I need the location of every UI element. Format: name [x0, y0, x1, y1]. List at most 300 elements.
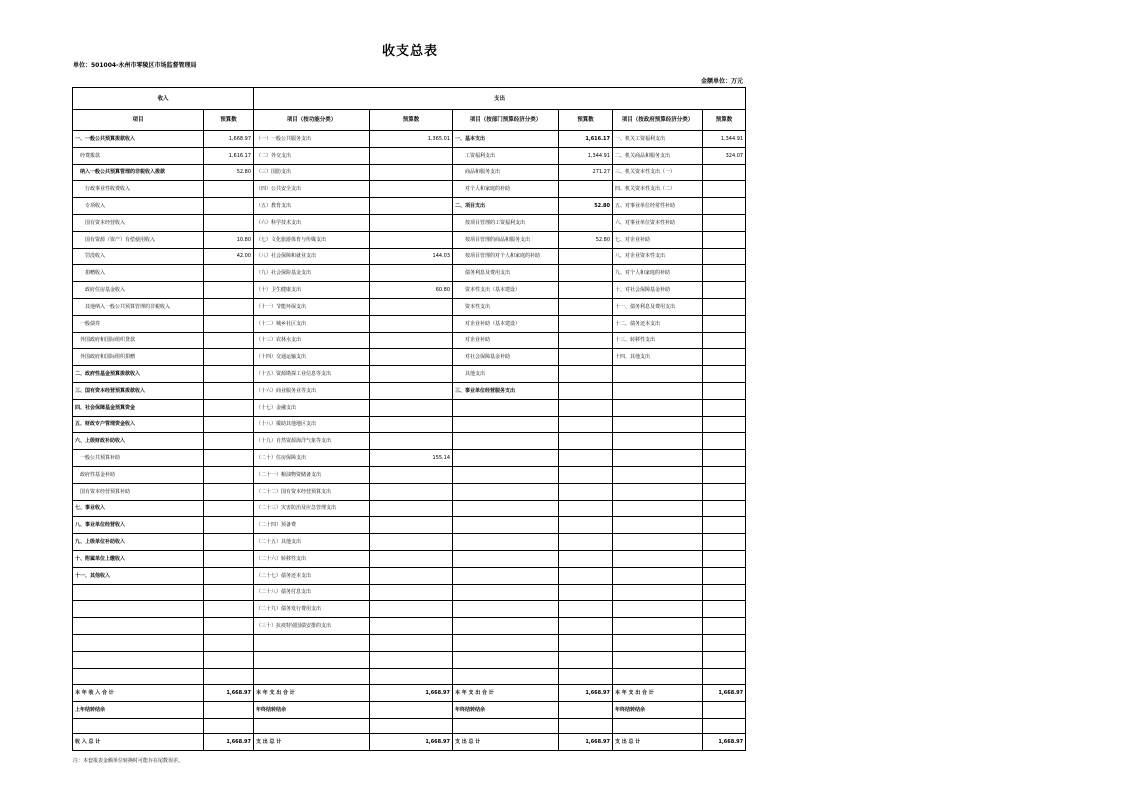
income-budget-cell — [204, 382, 254, 399]
func-item-cell: （二十五）其他支出 — [254, 534, 370, 551]
func-budget-cell — [370, 214, 453, 231]
dept-carryover-value — [559, 702, 613, 719]
gov-item-cell — [613, 399, 703, 416]
summary-table — [72, 87, 746, 751]
table-row — [73, 366, 746, 383]
table-row — [73, 349, 746, 366]
gov-carryover-value — [703, 702, 746, 719]
income-budget-cell — [204, 349, 254, 366]
dept-item-cell: 二、项目支出 — [453, 198, 559, 215]
gov-item-cell: 九、对个人和家庭的补助 — [613, 265, 703, 282]
table-row — [73, 382, 746, 399]
func-item-cell: （三十）抗疫特别国债安排的支出 — [254, 618, 370, 635]
gov-budget-cell — [703, 601, 746, 618]
func-budget-cell — [370, 298, 453, 315]
dept-item-header: 项目（按部门预算经济分类） — [453, 110, 559, 131]
gov-item-cell: 十、对社会保障基金补助 — [613, 282, 703, 299]
dept-item-cell — [453, 651, 559, 668]
income-item-cell: 九、上级单位补助收入 — [73, 534, 204, 551]
dept-item-cell — [453, 466, 559, 483]
gov-item-cell — [613, 534, 703, 551]
income-item-cell: 经费拨款 — [73, 147, 204, 164]
func-item-cell: （十二）城乡社区支出 — [254, 315, 370, 332]
income-item-cell: 六、上级财政补助收入 — [73, 433, 204, 450]
func-item-header: 项目（按功能分类） — [254, 110, 370, 131]
gov-budget-cell — [703, 248, 746, 265]
func-item-cell: （二十二）国有资本经营预算支出 — [254, 483, 370, 500]
dept-item-cell — [453, 500, 559, 517]
income-budget-cell — [204, 500, 254, 517]
table-row — [73, 651, 746, 668]
gov-item-cell — [613, 584, 703, 601]
func-item-cell: （二十六）转移性支出 — [254, 550, 370, 567]
func-budget-cell — [370, 433, 453, 450]
gov-budget-cell: 1,344.91 — [703, 131, 746, 148]
dept-budget-cell — [559, 366, 613, 383]
dept-item-cell — [453, 450, 559, 467]
func-item-cell: （十九）自然资源海洋气象等支出 — [254, 433, 370, 450]
income-budget-cell: 1,616.17 — [204, 147, 254, 164]
income-budget-cell: 42.00 — [204, 248, 254, 265]
gov-budget-cell — [703, 282, 746, 299]
gov-budget-cell — [703, 550, 746, 567]
func-item-cell: （二十）住房保障支出 — [254, 450, 370, 467]
dept-item-cell — [453, 584, 559, 601]
income-item-cell: 捐赠收入 — [73, 265, 204, 282]
func-total-value: 1,668.97 — [370, 685, 453, 702]
income-budget-cell — [204, 298, 254, 315]
income-budget-cell — [204, 315, 254, 332]
gov-item-header: 项目（按政府预算经济分类） — [613, 110, 703, 131]
table-row — [73, 416, 746, 433]
income-budget-cell — [204, 265, 254, 282]
func-item-cell: （十一）节能环保支出 — [254, 298, 370, 315]
income-item-cell: 十、附属单位上缴收入 — [73, 550, 204, 567]
table-row — [73, 265, 746, 282]
dept-budget-cell — [559, 550, 613, 567]
table-row — [73, 450, 746, 467]
func-budget-cell — [370, 483, 453, 500]
dept-item-cell: 按项目管理的工资福利支出 — [453, 214, 559, 231]
dept-grand-label: 支 出 总 计 — [453, 734, 559, 751]
income-budget-cell — [204, 517, 254, 534]
income-item-cell: 罚没收入 — [73, 248, 204, 265]
gov-item-cell: 六、对事业单位资本性补助 — [613, 214, 703, 231]
func-item-cell: （十六）商业服务业等支出 — [254, 382, 370, 399]
gov-budget-cell — [703, 466, 746, 483]
income-item-cell — [73, 634, 204, 651]
gov-budget-cell — [703, 584, 746, 601]
dept-carryover-label: 年终结转结余 — [453, 702, 559, 719]
dept-item-cell: 一、基本支出 — [453, 131, 559, 148]
func-budget-cell — [370, 164, 453, 181]
income-item-cell: 外国政府和国际组织贷款 — [73, 332, 204, 349]
table-row — [73, 399, 746, 416]
dept-budget-cell — [559, 618, 613, 635]
func-budget-cell — [370, 668, 453, 685]
income-item-cell: 国有资本经营收入 — [73, 214, 204, 231]
income-budget-cell — [204, 601, 254, 618]
income-item-cell: 五、财政专户管理资金收入 — [73, 416, 204, 433]
func-item-cell: （七）文化旅游体育与传媒支出 — [254, 231, 370, 248]
table-row — [73, 131, 746, 148]
gov-item-cell: 七、对企业补助 — [613, 231, 703, 248]
gov-budget-cell — [703, 567, 746, 584]
table-row — [73, 483, 746, 500]
gov-item-cell — [613, 567, 703, 584]
dept-item-cell — [453, 416, 559, 433]
income-item-cell: 一、一般公共预算拨款收入 — [73, 131, 204, 148]
gov-budget-cell — [703, 349, 746, 366]
dept-budget-cell — [559, 282, 613, 299]
table-row — [73, 198, 746, 215]
income-item-cell: 四、社会保障基金预算资金 — [73, 399, 204, 416]
func-budget-cell — [370, 584, 453, 601]
gov-item-cell: 二、机关商品和服务支出 — [613, 147, 703, 164]
func-item-cell: （五）教育支出 — [254, 198, 370, 215]
dept-budget-cell — [559, 265, 613, 282]
table-row — [73, 534, 746, 551]
dept-budget-cell — [559, 584, 613, 601]
gov-item-cell: 一、机关工资福利支出 — [613, 131, 703, 148]
dept-budget-cell — [559, 399, 613, 416]
gov-item-cell — [613, 550, 703, 567]
func-item-cell: （二十七）债务还本支出 — [254, 567, 370, 584]
expense-header: 支出 — [254, 88, 746, 110]
dept-budget-cell — [559, 517, 613, 534]
dept-budget-cell — [559, 349, 613, 366]
header-row-2 — [73, 110, 746, 131]
income-budget-cell — [204, 567, 254, 584]
func-item-cell: （一）一般公共服务支出 — [254, 131, 370, 148]
func-item-cell: （二）外交支出 — [254, 147, 370, 164]
income-grand-value: 1,668.97 — [204, 734, 254, 751]
dept-item-cell: 债务利息及费用支出 — [453, 265, 559, 282]
gov-budget-cell — [703, 164, 746, 181]
dept-budget-cell — [559, 382, 613, 399]
func-budget-cell: 1,365.01 — [370, 131, 453, 148]
table-row — [73, 332, 746, 349]
income-budget-cell — [204, 332, 254, 349]
income-item-cell — [73, 601, 204, 618]
gov-item-cell: 十一、债务利息及费用支出 — [613, 298, 703, 315]
table-row — [73, 315, 746, 332]
func-budget-cell — [370, 265, 453, 282]
income-budget-cell — [204, 466, 254, 483]
func-item-cell: （二十四）预备费 — [254, 517, 370, 534]
dept-item-cell — [453, 517, 559, 534]
func-budget-cell — [370, 332, 453, 349]
dept-item-cell — [453, 634, 559, 651]
income-item-cell: 外国政府和国际组织捐赠 — [73, 349, 204, 366]
gov-total-label: 本 年 支 出 合 计 — [613, 685, 703, 702]
income-budget-cell — [204, 584, 254, 601]
func-grand-value: 1,668.97 — [370, 734, 453, 751]
gov-budget-cell — [703, 315, 746, 332]
income-item-cell: 三、国有资本经营预算拨款收入 — [73, 382, 204, 399]
dept-budget-cell — [559, 214, 613, 231]
dept-budget-cell — [559, 601, 613, 618]
income-budget-cell: 1,668.97 — [204, 131, 254, 148]
income-budget-cell — [204, 399, 254, 416]
dept-item-cell — [453, 550, 559, 567]
table-row — [73, 181, 746, 198]
dept-budget-cell — [559, 567, 613, 584]
func-budget-cell: 144.03 — [370, 248, 453, 265]
func-budget-cell — [370, 500, 453, 517]
func-budget-cell — [370, 517, 453, 534]
income-budget-cell — [204, 550, 254, 567]
gov-item-cell: 三、机关资本性支出（一） — [613, 164, 703, 181]
income-item-cell: 专项收入 — [73, 198, 204, 215]
income-item-cell: 行政事业性收费收入 — [73, 181, 204, 198]
gov-budget-cell — [703, 231, 746, 248]
gov-budget-cell — [703, 416, 746, 433]
income-budget-cell — [204, 214, 254, 231]
gov-budget-cell — [703, 366, 746, 383]
dept-item-cell: 对企业补助（基本建设） — [453, 315, 559, 332]
income-item-cell: 政府住房基金收入 — [73, 282, 204, 299]
gov-item-cell: 十四、其他支出 — [613, 349, 703, 366]
func-item-cell: （六）科学技术支出 — [254, 214, 370, 231]
gov-budget-cell — [703, 517, 746, 534]
gov-item-cell: 五、对事业单位经常性补助 — [613, 198, 703, 215]
gov-grand-value: 1,668.97 — [703, 734, 746, 751]
income-item-cell: 政府性基金补助 — [73, 466, 204, 483]
dept-budget-cell: 1,344.91 — [559, 147, 613, 164]
income-item-cell: 纳入一般公共预算管理的非税收入拨款 — [73, 164, 204, 181]
gov-budget-cell — [703, 198, 746, 215]
func-budget-cell — [370, 534, 453, 551]
prev-carryover-value — [204, 702, 254, 719]
func-budget-cell — [370, 416, 453, 433]
income-item-cell: 一般债券 — [73, 315, 204, 332]
gov-carryover-label: 年终结转结余 — [613, 702, 703, 719]
func-budget-cell — [370, 181, 453, 198]
table-row — [73, 584, 746, 601]
dept-budget-cell — [559, 433, 613, 450]
dept-item-cell: 按项目管理的商品和服务支出 — [453, 231, 559, 248]
gov-item-cell — [613, 634, 703, 651]
func-budget-cell — [370, 366, 453, 383]
gov-budget-cell — [703, 265, 746, 282]
income-budget-cell — [204, 483, 254, 500]
income-header: 收入 — [73, 88, 254, 110]
income-item-cell: 十一、其他收入 — [73, 567, 204, 584]
dept-item-cell — [453, 618, 559, 635]
dept-budget-cell — [559, 634, 613, 651]
income-budget-cell — [204, 534, 254, 551]
dept-item-cell — [453, 601, 559, 618]
func-item-cell: （三）国防支出 — [254, 164, 370, 181]
func-budget-cell — [370, 399, 453, 416]
dept-item-cell: 资本性支出 — [453, 298, 559, 315]
dept-item-cell — [453, 567, 559, 584]
income-item-cell: 二、政府性基金预算拨款收入 — [73, 366, 204, 383]
income-item-cell — [73, 618, 204, 635]
header-row-1 — [73, 88, 746, 110]
func-item-cell: （十）卫生健康支出 — [254, 282, 370, 299]
gov-budget-cell — [703, 651, 746, 668]
gov-item-cell — [613, 433, 703, 450]
func-grand-label: 支 出 总 计 — [254, 734, 370, 751]
dept-item-cell: 商品和服务支出 — [453, 164, 559, 181]
income-budget-cell — [204, 618, 254, 635]
income-budget-cell: 52.80 — [204, 164, 254, 181]
table-row — [73, 298, 746, 315]
table-row — [73, 433, 746, 450]
func-item-cell: （十七）金融支出 — [254, 399, 370, 416]
func-item-cell: （九）社会保险基金支出 — [254, 265, 370, 282]
table-row — [73, 231, 746, 248]
gov-budget-cell — [703, 298, 746, 315]
func-budget-cell — [370, 550, 453, 567]
gov-grand-label: 支 出 总 计 — [613, 734, 703, 751]
func-item-cell: （十三）农林水支出 — [254, 332, 370, 349]
income-budget-cell: 10.80 — [204, 231, 254, 248]
income-budget-cell — [204, 450, 254, 467]
func-item-cell: （十五）资源勘探工业信息等支出 — [254, 366, 370, 383]
dept-item-cell: 工资福利支出 — [453, 147, 559, 164]
table-row — [73, 282, 746, 299]
gov-item-cell — [613, 500, 703, 517]
income-item-cell — [73, 651, 204, 668]
income-budget-cell — [204, 366, 254, 383]
dept-budget-header: 预算数 — [559, 110, 613, 131]
table-row — [73, 601, 746, 618]
table-row — [73, 500, 746, 517]
annual-total-row — [73, 685, 746, 702]
dept-grand-value: 1,668.97 — [559, 734, 613, 751]
func-carryover-label: 年终结转结余 — [254, 702, 370, 719]
dept-budget-cell: 1,616.17 — [559, 131, 613, 148]
gov-budget-cell — [703, 181, 746, 198]
func-budget-cell: 60.80 — [370, 282, 453, 299]
func-budget-cell — [370, 618, 453, 635]
gov-item-cell — [613, 483, 703, 500]
dept-budget-cell — [559, 500, 613, 517]
gov-total-value: 1,668.97 — [703, 685, 746, 702]
income-budget-cell — [204, 651, 254, 668]
dept-budget-cell — [559, 332, 613, 349]
func-budget-cell — [370, 634, 453, 651]
income-budget-header: 预算数 — [204, 110, 254, 131]
gov-item-cell — [613, 618, 703, 635]
func-carryover-value — [370, 702, 453, 719]
dept-budget-cell — [559, 534, 613, 551]
gov-budget-cell — [703, 332, 746, 349]
gov-item-cell — [613, 517, 703, 534]
footnote: 注：本套报表金额单位转换时可能存在尾数误差。 — [73, 758, 184, 764]
unit-label: 单位：501004-永州市零陵区市场监督管理局 — [73, 62, 197, 69]
income-item-cell: 其他纳入一般公共预算管理的非税收入 — [73, 298, 204, 315]
func-budget-cell — [370, 198, 453, 215]
func-budget-cell — [370, 601, 453, 618]
gov-item-cell — [613, 466, 703, 483]
func-item-cell — [254, 668, 370, 685]
dept-item-cell: 对个人和家庭的补助 — [453, 181, 559, 198]
gov-budget-cell — [703, 382, 746, 399]
income-item-cell — [73, 668, 204, 685]
currency-unit-label: 金额单位：万元 — [700, 78, 743, 85]
dept-total-label: 本 年 支 出 合 计 — [453, 685, 559, 702]
table-row — [73, 618, 746, 635]
grand-total-row — [73, 734, 746, 751]
income-grand-label: 收 入 总 计 — [73, 734, 204, 751]
table-row — [73, 517, 746, 534]
gov-item-cell — [613, 416, 703, 433]
income-item-cell: 国有资源（资产）有偿使用收入 — [73, 231, 204, 248]
dept-item-cell: 资本性支出（基本建设） — [453, 282, 559, 299]
income-budget-cell — [204, 282, 254, 299]
dept-budget-cell — [559, 466, 613, 483]
income-budget-cell — [204, 668, 254, 685]
dept-item-cell: 对企业补助 — [453, 332, 559, 349]
dept-item-cell — [453, 399, 559, 416]
dept-budget-cell — [559, 181, 613, 198]
gov-budget-cell — [703, 500, 746, 517]
dept-budget-cell — [559, 668, 613, 685]
gov-item-cell: 四、机关资本性支出（二） — [613, 181, 703, 198]
dept-budget-cell — [559, 483, 613, 500]
gov-budget-cell — [703, 618, 746, 635]
prev-carryover-label: 上年结转结余 — [73, 702, 204, 719]
income-item-cell: 国有资本经营预算补助 — [73, 483, 204, 500]
table-row — [73, 567, 746, 584]
table-row — [73, 466, 746, 483]
dept-item-cell: 对社会保障基金补助 — [453, 349, 559, 366]
dept-item-cell — [453, 534, 559, 551]
gov-budget-cell — [703, 214, 746, 231]
dept-budget-cell — [559, 248, 613, 265]
gov-budget-cell: 324.07 — [703, 147, 746, 164]
func-item-cell: （二十八）债务付息支出 — [254, 584, 370, 601]
income-budget-cell — [204, 416, 254, 433]
gov-item-cell — [613, 450, 703, 467]
func-item-cell — [254, 651, 370, 668]
income-total-label: 本 年 收 入 合 计 — [73, 685, 204, 702]
table-row — [73, 634, 746, 651]
dept-item-cell — [453, 433, 559, 450]
dept-budget-cell — [559, 416, 613, 433]
gov-budget-cell — [703, 483, 746, 500]
table-row — [73, 248, 746, 265]
gov-budget-cell — [703, 399, 746, 416]
income-budget-cell — [204, 181, 254, 198]
func-item-cell: （十八）援助其他地区支出 — [254, 416, 370, 433]
func-item-cell: （二十九）债务发行费用支出 — [254, 601, 370, 618]
gov-budget-cell — [703, 634, 746, 651]
gov-item-cell: 八、对企业资本性支出 — [613, 248, 703, 265]
gov-item-cell — [613, 601, 703, 618]
gov-item-cell — [613, 668, 703, 685]
dept-budget-cell — [559, 298, 613, 315]
income-total-value: 1,668.97 — [204, 685, 254, 702]
dept-budget-cell — [559, 450, 613, 467]
dept-item-cell: 其他支出 — [453, 366, 559, 383]
func-item-cell: （二十一）粮油物资储备支出 — [254, 466, 370, 483]
func-item-cell: （十四）交通运输支出 — [254, 349, 370, 366]
table-row — [73, 668, 746, 685]
gov-budget-cell — [703, 433, 746, 450]
func-item-cell: （四）公共安全支出 — [254, 181, 370, 198]
gov-item-cell: 十二、债务还本支出 — [613, 315, 703, 332]
func-budget-cell — [370, 382, 453, 399]
gov-budget-cell — [703, 450, 746, 467]
income-budget-cell — [204, 433, 254, 450]
func-total-label: 本 年 支 出 合 计 — [254, 685, 370, 702]
func-item-cell — [254, 634, 370, 651]
